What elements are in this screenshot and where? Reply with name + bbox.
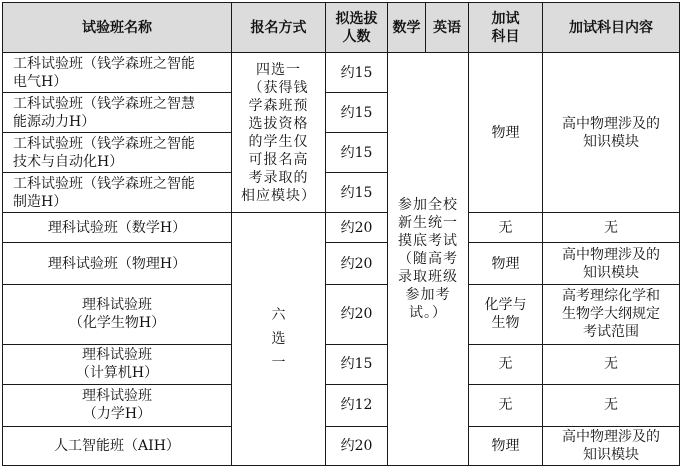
planned-count-cell: 约15 <box>326 173 388 213</box>
table-row <box>3 213 680 243</box>
class-name-cell: 工科试验班（钱学森班之智能 电气H） <box>3 53 232 93</box>
header-english: 英语 <box>426 3 469 53</box>
planned-count-cell: 约20 <box>326 243 388 284</box>
table-row <box>3 53 680 93</box>
extra-subject-cell: 物理 <box>469 243 543 284</box>
extra-content-cell: 高中物理涉及的 知识模块 <box>543 243 680 284</box>
application-method-group-b-text: 六 选 一 <box>271 307 286 372</box>
header-class-name: 试验班名称 <box>3 3 232 53</box>
table-row <box>3 384 680 426</box>
planned-count-cell: 约12 <box>326 384 388 426</box>
planned-count-cell: 约20 <box>326 426 388 465</box>
class-name-cell: 理科试验班 （计算机H） <box>3 344 232 384</box>
extra-content-group-a: 高中物理涉及的 知识模块 <box>543 53 680 213</box>
table-row <box>3 426 680 465</box>
extra-subject-cell: 物理 <box>469 426 543 465</box>
class-name-cell: 理科试验班 （力学H） <box>3 384 232 426</box>
application-method-group-a: 四选一 （获得钱 学森班预 选拔资格 的学生仅 可报名高 考录取的 相应模块） <box>232 53 326 213</box>
table-row <box>3 284 680 344</box>
extra-subject-cell: 无 <box>469 344 543 384</box>
extra-subject-cell: 无 <box>469 213 543 243</box>
table-header-row <box>3 3 680 53</box>
admissions-table <box>2 2 680 466</box>
header-extra-subject: 加试 科目 <box>469 3 543 53</box>
planned-count-cell: 约20 <box>326 284 388 344</box>
extra-subject-group-a: 物理 <box>469 53 543 213</box>
math-english-exam-note: 参加全校 新生统一 摸底考试 （随高考 录取班级 参加考 试。） <box>388 53 469 466</box>
table-row <box>3 243 680 284</box>
extra-content-cell: 无 <box>543 213 680 243</box>
extra-subject-cell: 化学与 生物 <box>469 284 543 344</box>
extra-content-cell: 无 <box>543 344 680 384</box>
planned-count-cell: 约15 <box>326 93 388 133</box>
header-planned-count: 拟选拔 人数 <box>326 3 388 53</box>
extra-content-cell: 无 <box>543 384 680 426</box>
table-row <box>3 344 680 384</box>
extra-content-cell: 高中物理涉及的 知识模块 <box>543 426 680 465</box>
planned-count-cell: 约15 <box>326 344 388 384</box>
class-name-cell: 工科试验班（钱学森班之智能 制造H） <box>3 173 232 213</box>
class-name-cell: 人工智能班（AIH） <box>3 426 232 465</box>
header-math: 数学 <box>388 3 426 53</box>
extra-content-cell: 高考理综化学和 生物学大纲规定 考试范围 <box>543 284 680 344</box>
extra-subject-cell: 无 <box>469 384 543 426</box>
planned-count-cell: 约20 <box>326 213 388 243</box>
class-name-cell: 理科试验班（数学H） <box>3 213 232 243</box>
class-name-cell: 理科试验班（物理H） <box>3 243 232 284</box>
planned-count-cell: 约15 <box>326 133 388 173</box>
class-name-cell: 工科试验班（钱学森班之智慧 能源动力H） <box>3 93 232 133</box>
class-name-cell: 工科试验班（钱学森班之智能 技术与自动化H） <box>3 133 232 173</box>
application-method-group-b <box>232 213 326 466</box>
header-application-method: 报名方式 <box>232 3 326 53</box>
header-extra-subject-content: 加试科目内容 <box>543 3 680 53</box>
planned-count-cell: 约15 <box>326 53 388 93</box>
class-name-cell: 理科试验班 （化学生物H） <box>3 284 232 344</box>
